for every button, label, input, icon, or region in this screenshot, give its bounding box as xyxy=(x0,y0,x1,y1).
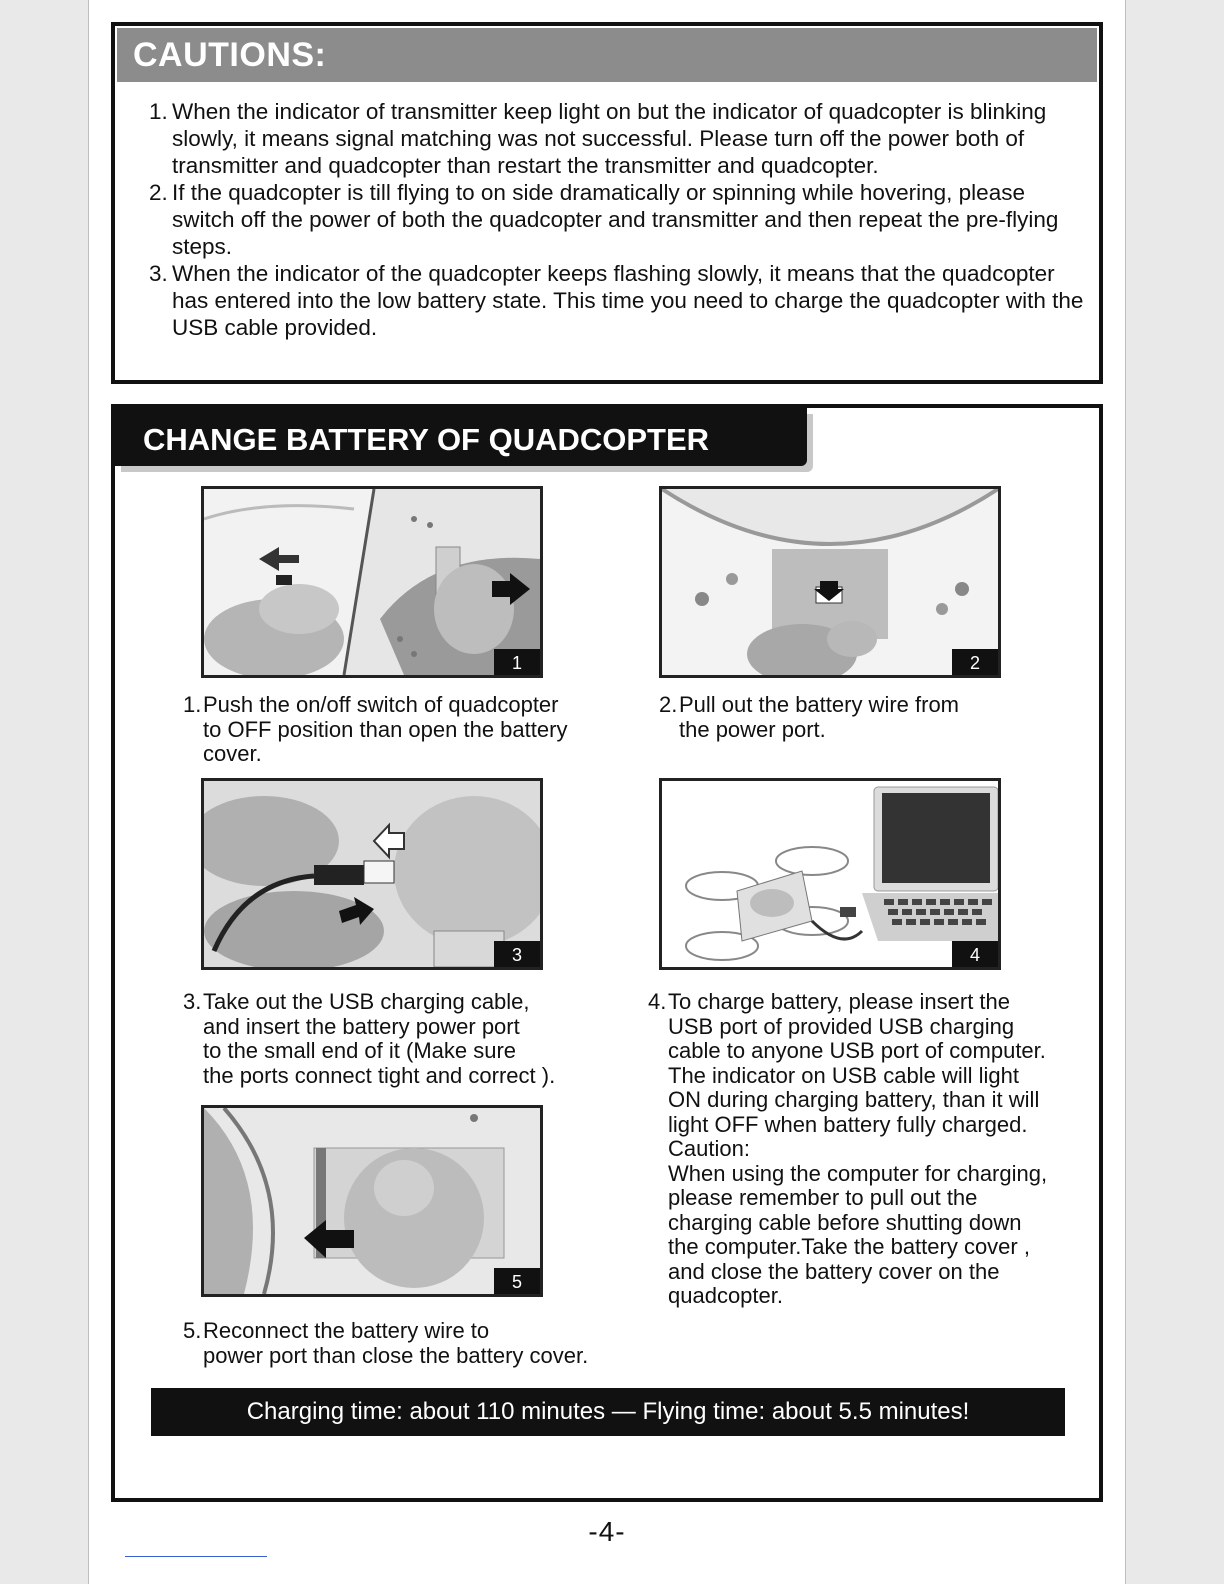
step-lines xyxy=(183,1319,653,1368)
step-line: ON during charging battery, than it will xyxy=(668,1087,1040,1112)
step-photo-2 xyxy=(659,486,1001,678)
step-line: please remember to pull out the xyxy=(668,1185,978,1210)
caution-text: When the indicator of transmitter keep light on but the indicator of quadcopter is blinking slowly, it means signal matching was not successful. Please turn off the power both of transmitter and quadcopter than restart the transmitter and quadcopter. xyxy=(172,99,1047,178)
step-line: USB port of provided USB charging xyxy=(668,1013,1015,1039)
step-line: Pull out the battery wire from xyxy=(679,692,960,717)
photo-number-badge: 5 xyxy=(494,1268,540,1294)
step-number: 1. xyxy=(183,692,202,717)
photo-illustration xyxy=(204,781,540,967)
change-battery-box xyxy=(111,404,1103,1502)
step-3-text xyxy=(183,990,633,1088)
step-number: 3. xyxy=(183,989,202,1014)
step-line: to the small end of it (Make sure xyxy=(203,1038,517,1063)
step-line: The indicator on USB cable will light xyxy=(668,1062,1019,1088)
caution-number: 1. xyxy=(149,99,168,124)
cautions-box xyxy=(111,22,1103,384)
step-lines xyxy=(183,990,633,1088)
photo-illustration xyxy=(662,781,998,967)
step-line: and insert the battery power port xyxy=(203,1013,520,1039)
step-lines xyxy=(659,693,1059,742)
caution-number: 2. xyxy=(149,180,168,205)
step-line: the ports connect tight and correct ). xyxy=(203,1062,556,1088)
step-line: and close the battery cover on the xyxy=(668,1258,1000,1284)
photo-number-badge: 1 xyxy=(494,649,540,675)
cautions-list xyxy=(149,98,1089,341)
step-4-text xyxy=(648,990,1094,1309)
step-line: the computer.Take the battery cover , xyxy=(668,1234,1030,1259)
caution-item xyxy=(149,98,1089,179)
step-line: light OFF when battery fully charged. xyxy=(668,1111,1028,1137)
step-line: quadcopter. xyxy=(668,1283,783,1308)
step-line: Push the on/off switch of quadcopter xyxy=(203,692,559,717)
photo-number-badge: 2 xyxy=(952,649,998,675)
photo-number-badge: 4 xyxy=(952,941,998,967)
step-photo-4 xyxy=(659,778,1001,970)
step-number: 4. xyxy=(648,989,667,1014)
step-photo-5 xyxy=(201,1105,543,1297)
page-number: -4- xyxy=(588,1516,626,1547)
step-line: to OFF position than open the battery xyxy=(203,716,568,742)
caution-text: If the quadcopter is till flying to on side dramatically or spinning while hovering, please switch off the power of both the quadcopter and transmitter and then repeat the pre-flying steps. xyxy=(172,180,1059,259)
manual-page xyxy=(88,0,1126,1584)
step-photo-1 xyxy=(201,486,543,678)
step-line: cover. xyxy=(203,741,262,766)
footer-link-underline xyxy=(125,1556,267,1557)
photo-illustration xyxy=(662,489,998,675)
charging-flying-time-banner: Charging time: about 110 minutes — Flying time: about 5.5 minutes! xyxy=(151,1388,1065,1436)
step-1-text xyxy=(183,693,623,767)
photo-illustration xyxy=(204,489,540,675)
step-line: power port than close the battery cover. xyxy=(203,1342,589,1368)
step-line: To charge battery, please insert the xyxy=(668,989,1011,1014)
step-line: the power port. xyxy=(679,716,826,742)
step-number: 2. xyxy=(659,692,678,717)
caution-item xyxy=(149,179,1089,260)
step-lines xyxy=(183,693,623,767)
step-lines xyxy=(648,990,1094,1309)
caution-number: 3. xyxy=(149,261,168,286)
change-battery-title: CHANGE BATTERY OF QUADCOPTER xyxy=(115,408,807,466)
step-line: Caution: xyxy=(668,1136,750,1161)
step-line: Reconnect the battery wire to xyxy=(203,1318,490,1343)
caution-item xyxy=(149,260,1089,341)
step-line: Take out the USB charging cable, xyxy=(203,989,530,1014)
photo-number-badge: 3 xyxy=(494,941,540,967)
step-line: When using the computer for charging, xyxy=(668,1160,1048,1186)
step-5-text xyxy=(183,1319,653,1368)
step-line: charging cable before shutting down xyxy=(668,1209,1022,1235)
step-photo-3 xyxy=(201,778,543,970)
step-line: cable to anyone USB port of computer. xyxy=(668,1038,1046,1063)
caution-text: When the indicator of the quadcopter keeps flashing slowly, it means that the quadcopter has entered into the low battery state. This time you need to charge the quadcopter with the USB cable provided. xyxy=(172,261,1084,340)
cautions-title: CAUTIONS: xyxy=(117,28,1097,82)
step-number: 5. xyxy=(183,1318,202,1343)
photo-illustration xyxy=(204,1108,540,1294)
step-2-text xyxy=(659,693,1059,742)
